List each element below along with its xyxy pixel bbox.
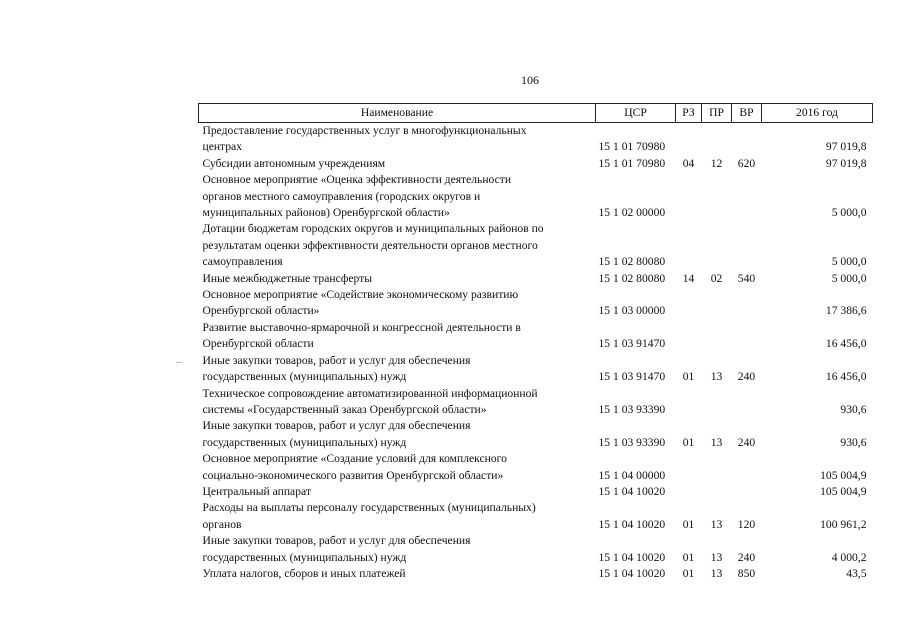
budget-table — [198, 103, 873, 582]
table-row — [199, 418, 873, 451]
row-amount: 5 000,0 — [831, 271, 867, 285]
row-vr: 620 — [737, 156, 756, 170]
header-pr: ПР — [702, 104, 732, 123]
row-rz — [676, 123, 702, 156]
header-vr: ВР — [732, 104, 762, 123]
row-pr: 13 — [710, 435, 723, 449]
row-csr: 15 1 02 80080 — [598, 271, 666, 285]
row-rz — [676, 172, 702, 221]
row-name — [199, 353, 596, 386]
table-row — [199, 172, 873, 221]
row-vr — [732, 123, 762, 156]
row-pr — [702, 287, 732, 320]
row-name-line: Субсидии автономным учреждениям — [202, 156, 386, 170]
row-amount: 97 019,8 — [825, 140, 867, 154]
row-rz — [676, 484, 702, 500]
table-row — [199, 386, 873, 419]
row-csr: 15 1 03 91470 — [598, 337, 666, 351]
row-pr: 13 — [710, 370, 723, 384]
table-body — [199, 123, 873, 583]
table-row — [199, 484, 873, 500]
row-csr: 15 1 02 80080 — [598, 255, 666, 269]
row-pr: 12 — [710, 156, 723, 170]
table-row — [199, 123, 873, 156]
row-name-line: государственных (муниципальных) нужд — [202, 550, 407, 564]
row-name-line: Предоставление государственных услуг в многофункциональных — [202, 124, 527, 137]
row-amount: 16 456,0 — [825, 337, 867, 351]
row-name-line: результатам оценки эффективности деятельности органов местного — [202, 238, 538, 252]
row-rz: 01 — [682, 566, 695, 580]
row-pr: 02 — [710, 271, 723, 285]
row-pr — [702, 123, 732, 156]
row-amount: 43,5 — [846, 566, 867, 580]
row-vr: 850 — [737, 566, 756, 580]
table-row — [199, 353, 873, 386]
row-name-line: системы «Государственный заказ Оренбургской области» — [202, 402, 487, 416]
row-pr — [702, 484, 732, 500]
row-csr: 15 1 03 93390 — [598, 435, 666, 449]
row-rz: 01 — [682, 435, 695, 449]
row-csr: 15 1 04 10020 — [598, 484, 666, 498]
row-csr: 15 1 04 10020 — [598, 517, 666, 531]
row-rz — [676, 451, 702, 484]
header-name: Наименование — [199, 104, 596, 123]
row-name-line: Уплата налогов, сборов и иных платежей — [202, 566, 406, 580]
row-pr — [702, 172, 732, 221]
row-csr: 15 1 03 93390 — [598, 402, 666, 416]
row-pr: 13 — [710, 550, 723, 564]
row-name — [199, 418, 596, 451]
row-name-line: Основное мероприятие «Создание условий для комплексного — [202, 452, 507, 466]
row-name-line: Основное мероприятие «Содействие экономическому развитию — [202, 288, 519, 302]
row-name — [199, 386, 596, 419]
row-amount: 5 000,0 — [831, 255, 867, 269]
header-row — [199, 104, 873, 123]
row-name — [199, 156, 596, 172]
table-row — [199, 271, 873, 287]
row-csr: 15 1 04 00000 — [598, 468, 666, 482]
row-vr: 240 — [737, 550, 756, 564]
row-pr: 13 — [710, 517, 723, 531]
header-csr: ЦСР — [596, 104, 676, 123]
row-vr — [732, 172, 762, 221]
row-csr: 15 1 04 10020 — [598, 550, 666, 564]
row-rz: 04 — [682, 156, 695, 170]
row-name — [199, 451, 596, 484]
table-row — [199, 320, 873, 353]
header-rz: РЗ — [676, 104, 702, 123]
row-name — [199, 566, 596, 582]
row-name-line: Оренбургской области» — [202, 304, 320, 318]
row-name-line: Оренбургской области — [202, 337, 314, 351]
row-rz: 01 — [682, 550, 695, 564]
row-amount: 105 004,9 — [820, 468, 867, 482]
row-name-line: Центральный аппарат — [202, 484, 311, 498]
header-year: 2016 год — [762, 104, 873, 123]
row-name-line: Основное мероприятие «Оценка эффективности деятельности — [202, 173, 512, 187]
row-vr — [732, 484, 762, 500]
row-name-line: Иные межбюджетные трансферты — [202, 271, 373, 285]
row-vr: 540 — [737, 271, 756, 285]
row-name-line: Иные закупки товаров, работ и услуг для обеспечения — [202, 353, 471, 367]
row-name — [199, 500, 596, 533]
row-amount: 930,6 — [840, 402, 867, 416]
row-amount: 16 456,0 — [825, 370, 867, 384]
table-row — [199, 533, 873, 566]
row-name-line: самоуправления — [202, 255, 283, 269]
row-amount: 5 000,0 — [831, 206, 867, 220]
row-csr: 15 1 03 00000 — [598, 304, 666, 318]
row-csr: 15 1 04 10020 — [598, 566, 666, 580]
row-pr — [702, 386, 732, 419]
row-name-line: государственных (муниципальных) нужд — [202, 435, 407, 449]
row-csr: 15 1 03 91470 — [598, 370, 666, 384]
row-rz: 01 — [682, 517, 695, 531]
row-pr — [702, 451, 732, 484]
row-name — [199, 533, 596, 566]
table-row — [199, 156, 873, 172]
row-name-line: муниципальных районов) Оренбургской области» — [202, 206, 450, 220]
row-name — [199, 320, 596, 353]
row-amount: 17 386,6 — [825, 304, 867, 318]
row-csr: 15 1 01 70980 — [598, 156, 666, 170]
row-amount: 105 004,9 — [820, 484, 867, 498]
row-name-line: органов — [202, 517, 242, 531]
table-row — [199, 566, 873, 582]
row-vr — [732, 320, 762, 353]
row-name-line: Иные закупки товаров, работ и услуг для обеспечения — [202, 534, 471, 548]
row-vr — [732, 386, 762, 419]
row-amount: 100 961,2 — [820, 517, 867, 531]
row-name-line: Развитие выставочно-ярмарочной и конгрессной деятельности в — [202, 320, 521, 334]
row-vr — [732, 287, 762, 320]
row-name — [199, 484, 596, 500]
row-amount: 930,6 — [840, 435, 867, 449]
row-rz: 01 — [682, 370, 695, 384]
table-row — [199, 287, 873, 320]
table-row — [199, 451, 873, 484]
row-vr: 120 — [737, 517, 756, 531]
row-rz — [676, 287, 702, 320]
row-rz — [676, 320, 702, 353]
page-number: 106 — [521, 73, 539, 87]
row-vr: 240 — [737, 370, 756, 384]
row-pr — [702, 320, 732, 353]
row-name-line: Расходы на выплаты персоналу государственных (муниципальных) — [202, 501, 536, 515]
row-rz — [676, 221, 702, 270]
row-name-line: социально-экономического развития Оренбургской области» — [202, 468, 504, 482]
row-name-line: Иные закупки товаров, работ и услуг для обеспечения — [202, 419, 471, 433]
row-pr — [702, 221, 732, 270]
row-name-line: государственных (муниципальных) нужд — [202, 370, 407, 384]
table-header — [199, 104, 873, 123]
row-csr: 15 1 01 70980 — [598, 140, 666, 154]
row-vr: 240 — [737, 435, 756, 449]
row-vr — [732, 451, 762, 484]
row-name — [199, 221, 596, 270]
row-name — [199, 172, 596, 221]
row-name — [199, 123, 596, 156]
table-row — [199, 221, 873, 270]
row-csr: 15 1 02 00000 — [598, 206, 666, 220]
row-rz: 14 — [682, 271, 695, 285]
row-name-line: Дотации бюджетам городских округов и муниципальных районов по — [202, 222, 544, 236]
margin-mark — [176, 362, 182, 363]
row-name-line: органов местного самоуправления (городских округов и — [202, 189, 481, 203]
row-pr: 13 — [710, 566, 723, 580]
row-vr — [732, 221, 762, 270]
row-amount: 97 019,8 — [825, 156, 867, 170]
row-rz — [676, 386, 702, 419]
row-name-line: Техническое сопровождение автоматизированной информационной — [202, 386, 538, 400]
row-name — [199, 271, 596, 287]
row-name-line: центрах — [202, 140, 243, 154]
row-name — [199, 287, 596, 320]
table-row — [199, 500, 873, 533]
row-amount: 4 000,2 — [831, 550, 867, 564]
